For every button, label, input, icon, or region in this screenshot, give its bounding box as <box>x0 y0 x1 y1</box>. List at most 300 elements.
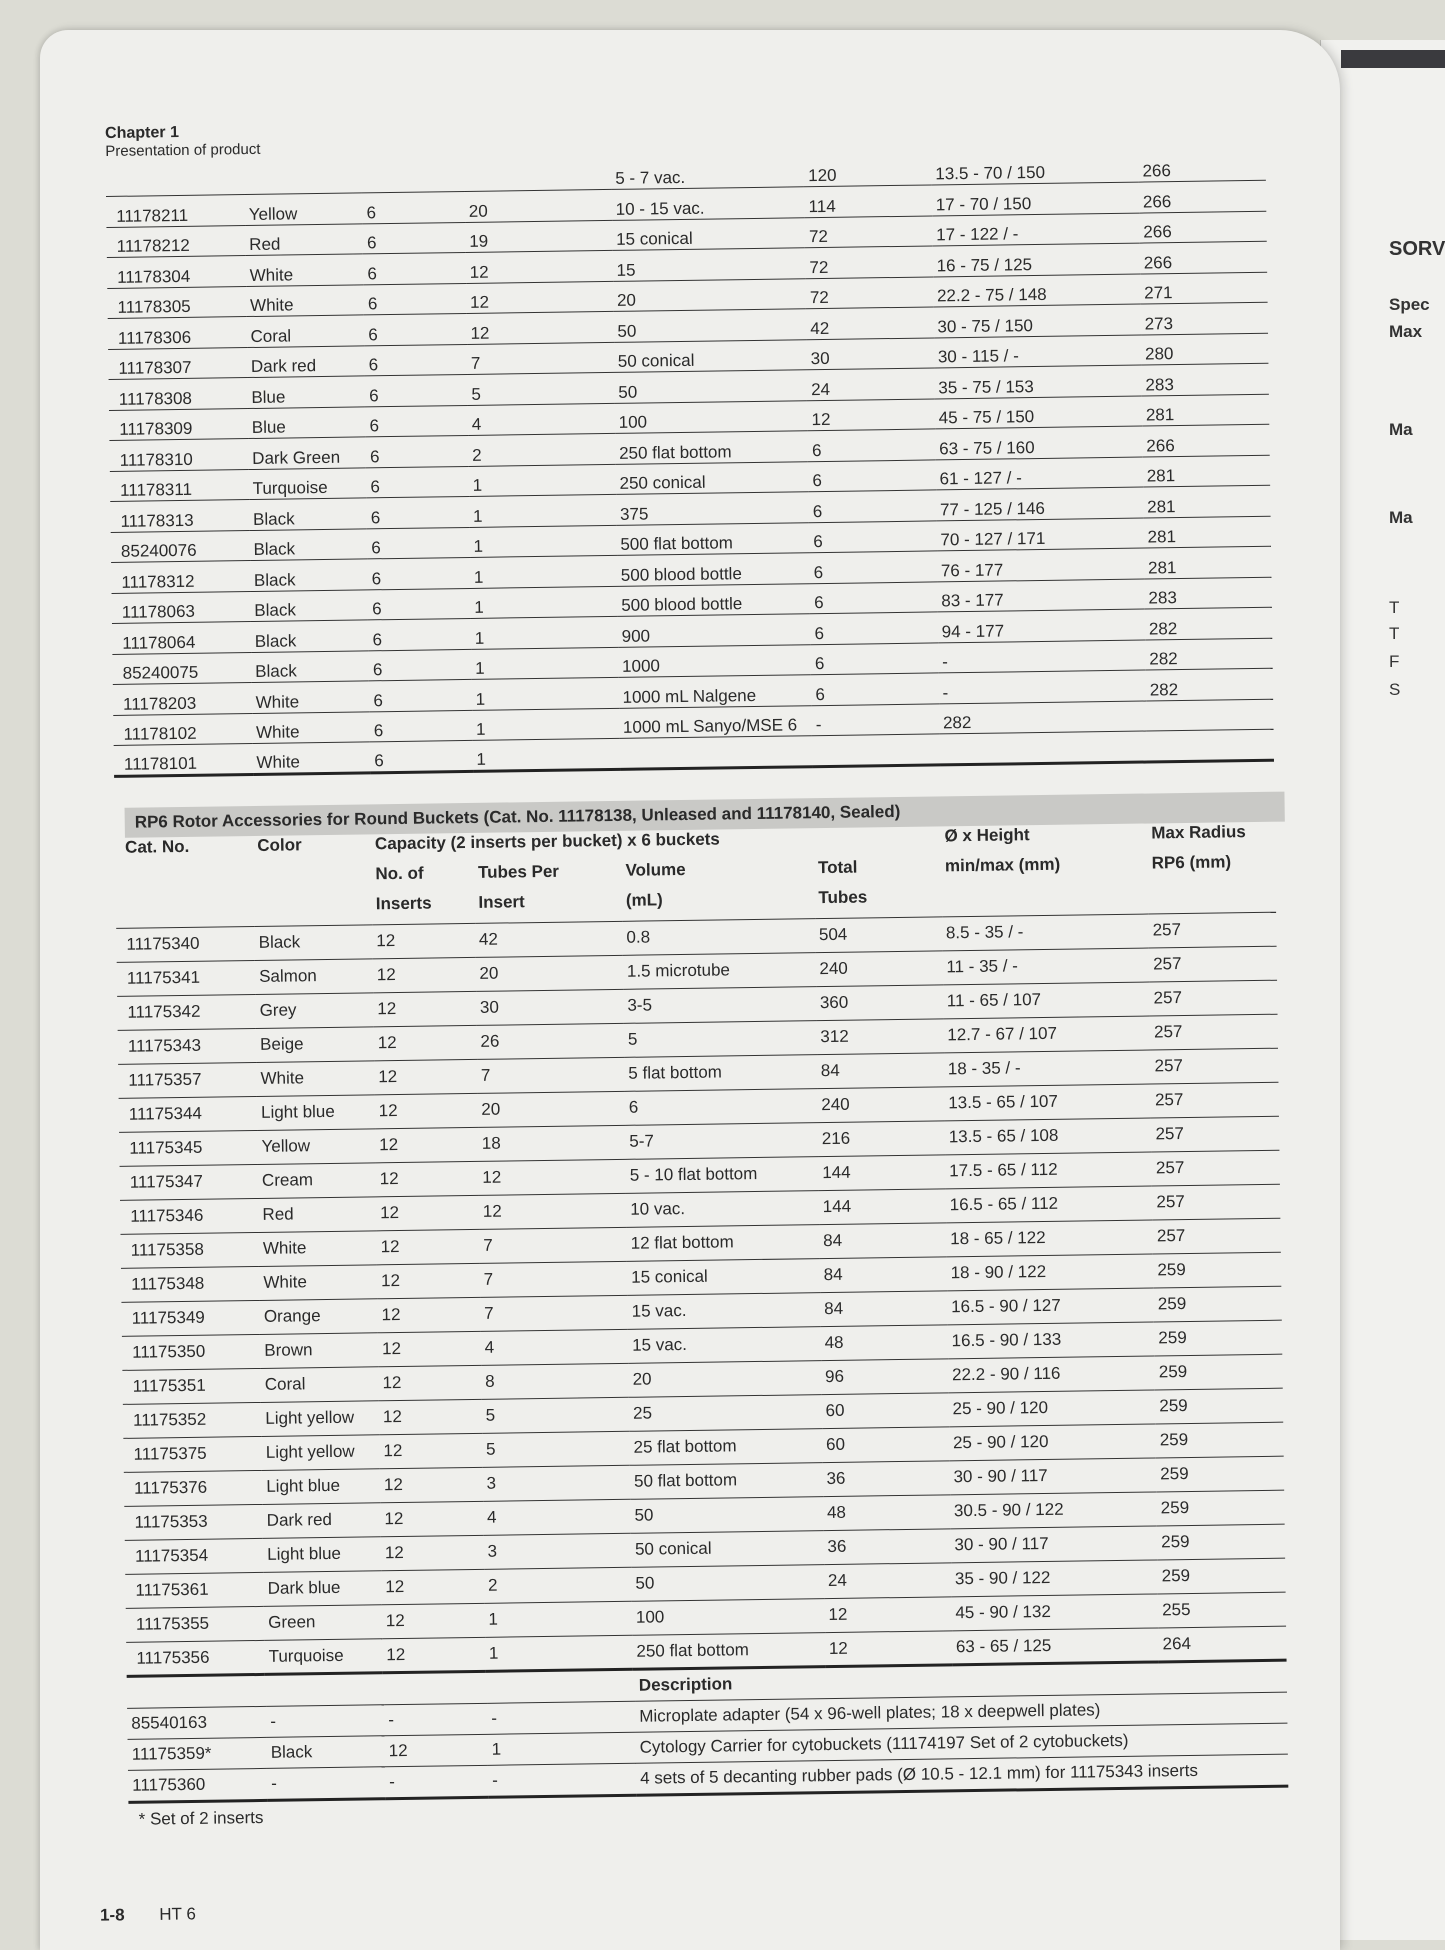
page-content <box>105 108 1349 1829</box>
cell-color: - <box>266 1704 384 1737</box>
header-height: Ø x Height <box>944 824 1030 845</box>
cell-total-tubes: 144 <box>819 1188 946 1224</box>
cell-inserts: 12 <box>382 1603 485 1638</box>
cell-cat-no: 11178101 <box>114 744 253 776</box>
cell-color: Light yellow <box>261 1400 379 1436</box>
cell-volume: 3-5 <box>623 986 816 1023</box>
cell-color: Dark red <box>263 1502 381 1538</box>
cell-inserts: 6 <box>363 222 466 254</box>
header-volume: Volume <box>625 859 686 880</box>
cell-inserts: 12 <box>379 1433 482 1468</box>
cell-cat-no: 11178313 <box>110 500 249 532</box>
cell-max-radius: 257 <box>1148 912 1276 948</box>
adjacent-fragment: SORV <box>1389 238 1445 260</box>
cell-max-radius: 282 <box>1145 607 1273 639</box>
cell-color: Turquoise <box>248 467 366 499</box>
cell-height: 16 - 75 / 125 <box>932 243 1140 276</box>
cell-volume: 100 <box>614 400 807 433</box>
cell-height: 13.5 - 65 / 107 <box>944 1083 1151 1120</box>
page-number: 1-8 <box>99 1905 125 1925</box>
cell-cat-no: 85540163 <box>127 1706 266 1739</box>
cell-inserts: 12 <box>375 1127 478 1162</box>
cell-volume: 50 <box>613 309 806 342</box>
cell-total-tubes: 6 <box>809 551 937 583</box>
cell-tubes-per-insert: 20 <box>477 1091 625 1127</box>
cell-inserts: 12 <box>377 1297 480 1332</box>
cell-total-tubes: 6 <box>808 459 936 491</box>
cell-total-tubes: 240 <box>817 1086 944 1122</box>
cell-cat-no: 11175353 <box>124 1504 263 1540</box>
cell-max-radius: 259 <box>1155 1388 1283 1424</box>
cell-height: 94 - 177 <box>937 609 1145 642</box>
cell-tubes-per-insert: 1 <box>468 464 615 497</box>
cell-volume: 375 <box>616 492 809 525</box>
cell-color: Red <box>258 1196 376 1232</box>
cell-color: White <box>245 254 363 286</box>
cell-color: Beige <box>256 1026 374 1062</box>
cell-max-radius: 257 <box>1150 1014 1278 1050</box>
cell-total-tubes: 24 <box>807 368 935 400</box>
cell-max-radius: 257 <box>1149 980 1277 1016</box>
cell-cat-no: 11175352 <box>123 1402 262 1438</box>
cell-volume: 250 flat bottom <box>632 1632 825 1669</box>
cell-max-radius: 282 <box>1145 668 1273 700</box>
cell-height: 63 - 65 / 125 <box>952 1627 1159 1664</box>
cell-volume: 900 <box>617 614 810 647</box>
cell-color: Dark blue <box>263 1570 381 1606</box>
cell-inserts: 6 <box>367 557 470 589</box>
cell-inserts: 6 <box>365 374 468 406</box>
cell-height: - <box>938 640 1146 673</box>
cell-height: 12.7 - 67 / 107 <box>943 1015 1150 1052</box>
cell-total-tubes: 84 <box>820 1290 947 1326</box>
cell-max-radius: 259 <box>1154 1320 1282 1356</box>
cell-inserts: - <box>385 1765 488 1798</box>
cell-total-tubes: 6 <box>811 642 939 674</box>
cell-inserts: 6 <box>366 435 469 467</box>
accessory-description-table <box>127 1661 1289 1803</box>
cell-max-radius: 281 <box>1142 455 1270 487</box>
cell-height: 16.5 - 65 / 112 <box>945 1185 1152 1222</box>
cell-max-radius: 264 <box>1158 1626 1286 1662</box>
header-tubes: Tubes <box>814 886 941 918</box>
cell-height: 25 - 90 / 120 <box>949 1423 1156 1460</box>
cell-tubes-per-insert: 7 <box>480 1295 628 1331</box>
cell-cat-no <box>106 164 245 196</box>
cell-tubes-per-insert: 1 <box>471 647 618 680</box>
chapter-subtitle: Presentation of product <box>105 140 261 160</box>
cell-height: 11 - 35 / - <box>942 948 1149 985</box>
cell-total-tubes: 84 <box>819 1222 946 1258</box>
header-cat-no: Cat. No. <box>124 836 190 857</box>
cell-cat-no: 11175342 <box>117 994 256 1030</box>
cell-total-tubes: 144 <box>818 1154 945 1190</box>
cell-cat-no: 11175355 <box>126 1606 265 1642</box>
cell-cat-no: 11178063 <box>112 591 251 623</box>
cell-max-radius: 283 <box>1141 363 1269 395</box>
cell-color: White <box>252 711 370 743</box>
cell-color: Yellow <box>257 1128 375 1164</box>
cell-tubes-per-insert: - <box>487 1701 635 1734</box>
cell-color: Black <box>250 620 368 652</box>
cell-total-tubes: 60 <box>821 1392 948 1428</box>
cell-total-tubes: 360 <box>816 984 943 1020</box>
cell-volume: 50 <box>630 1496 823 1533</box>
cell-tubes-per-insert: 12 <box>478 1159 626 1195</box>
cell-height: 45 - 90 / 132 <box>951 1593 1158 1630</box>
cell-inserts: 6 <box>368 618 471 650</box>
cell-max-radius: 281 <box>1143 516 1271 548</box>
cell-volume: 25 <box>629 1394 822 1431</box>
cell-volume: 1000 mL Sanyo/MSE 6 <box>619 705 812 738</box>
cell-height: 63 - 75 / 160 <box>935 426 1143 459</box>
cell-color: Light blue <box>262 1468 380 1504</box>
cell-total-tubes: 240 <box>815 950 942 986</box>
cell-volume: 15 conical <box>612 217 805 250</box>
chapter-label: Chapter 1 <box>105 123 180 142</box>
cell-inserts: 6 <box>369 649 472 681</box>
cell-color: White <box>246 284 364 316</box>
cell-cat-no: 11178308 <box>109 378 248 410</box>
cell-height: 17 - 70 / 150 <box>931 182 1139 215</box>
cell-cat-no: 11178312 <box>111 561 250 593</box>
cell-tubes-per-insert: 1 <box>487 1732 635 1765</box>
cell-height: 45 - 75 / 150 <box>934 396 1142 429</box>
cell-height: 18 - 35 / - <box>944 1049 1151 1086</box>
adjacent-fragment: Ma <box>1389 420 1413 439</box>
cell-tubes-per-insert: 5 <box>467 372 614 405</box>
cell-height: 30 - 75 / 150 <box>933 304 1141 337</box>
header-radius: Max Radius <box>1151 821 1246 842</box>
cell-tubes-per-insert: 1 <box>470 586 617 619</box>
cell-color: Salmon <box>255 958 373 994</box>
cell-inserts: 6 <box>368 588 471 620</box>
cell-tubes-per-insert: 30 <box>476 989 624 1025</box>
cell-inserts: 12 <box>374 1025 477 1060</box>
cell-cat-no: 11175345 <box>119 1130 258 1166</box>
cell-volume: 500 blood bottle <box>617 583 810 616</box>
cell-tubes-per-insert: 4 <box>480 1329 628 1365</box>
tube-adapter-table <box>106 150 1274 778</box>
cell-tubes-per-insert: 4 <box>468 403 615 436</box>
cell-tubes-per-insert: 7 <box>467 342 614 375</box>
cell-cat-no: 11178102 <box>113 713 252 745</box>
cell-inserts: 12 <box>374 1093 477 1128</box>
cell-volume: 5 flat bottom <box>624 1054 817 1091</box>
cell-volume: 250 conical <box>615 461 808 494</box>
adjacent-fragment: Max <box>1389 322 1423 341</box>
cell-cat-no: 11178064 <box>112 622 251 654</box>
cell-height: 76 - 177 <box>937 548 1145 581</box>
page-footer <box>100 1904 196 1925</box>
cell-tubes-per-insert: 12 <box>466 281 613 314</box>
cell-volume: 100 <box>632 1598 825 1635</box>
cell-tubes-per-insert: 42 <box>475 921 623 957</box>
cell-color: Coral <box>246 315 364 347</box>
cell-tubes-per-insert: 20 <box>475 955 623 991</box>
cell-color: Light blue <box>257 1094 375 1130</box>
cell-color: White <box>259 1264 377 1300</box>
cell-volume: 500 blood bottle <box>617 553 810 586</box>
cell-total-tubes: 504 <box>815 916 942 952</box>
cell-max-radius: 281 <box>1142 394 1270 426</box>
cell-max-radius: 259 <box>1157 1558 1285 1594</box>
cell-description: Cytology Carrier for cytobuckets (11174197 Set of 2 cytobuckets) <box>635 1723 1287 1763</box>
cell-cat-no: 11178311 <box>110 469 249 501</box>
cell-cat-no: 11178310 <box>109 439 248 471</box>
cell-height: 35 - 75 / 153 <box>934 365 1142 398</box>
cell-height: 70 - 127 / 171 <box>936 518 1144 551</box>
rp6-accessories-table <box>115 821 1287 1677</box>
cell-inserts: 12 <box>381 1535 484 1570</box>
cell-total-tubes: 12 <box>824 1596 951 1632</box>
cell-tubes-per-insert: 1 <box>471 677 618 710</box>
header-color: Color <box>257 834 302 855</box>
cell-max-radius: 259 <box>1156 1456 1284 1492</box>
cell-height: 35 - 90 / 122 <box>951 1559 1158 1596</box>
cell-height: 17.5 - 65 / 112 <box>945 1151 1152 1188</box>
cell-color: Coral <box>261 1366 379 1402</box>
cell-tubes-per-insert: 12 <box>465 250 612 283</box>
cell-tubes-per-insert: 8 <box>481 1363 629 1399</box>
cell-cat-no: 11175347 <box>120 1164 259 1200</box>
cell-total-tubes: 48 <box>823 1494 950 1530</box>
cell-tubes-per-insert: 1 <box>472 738 619 771</box>
cell-height: 30 - 115 / - <box>934 335 1142 368</box>
cell-cat-no: 11175359* <box>128 1737 267 1770</box>
cell-max-radius: 257 <box>1152 1150 1280 1186</box>
cell-color: Black <box>250 589 368 621</box>
cell-inserts: 12 <box>374 1059 477 1094</box>
cell-inserts: 12 <box>379 1399 482 1434</box>
cell-cat-no: 11175375 <box>123 1436 262 1472</box>
cell-cat-no: 11175348 <box>121 1266 260 1302</box>
adjacent-fragment: S <box>1389 680 1401 699</box>
cell-color: Black <box>249 498 367 530</box>
cell-color: Dark red <box>247 345 365 377</box>
cell-inserts: 12 <box>380 1501 483 1536</box>
cell-color: Black <box>254 924 372 960</box>
cell-tubes-per-insert: 1 <box>469 494 616 527</box>
cell-color: Black <box>251 650 369 682</box>
cell-total-tubes: 6 <box>810 581 938 613</box>
cell-cat-no: 11175343 <box>118 1028 257 1064</box>
cell-color: Light blue <box>263 1536 381 1572</box>
cell-height: 18 - 90 / 122 <box>946 1253 1153 1290</box>
cell-max-radius: 259 <box>1156 1490 1284 1526</box>
cell-cat-no: 11178203 <box>113 683 252 715</box>
cell-inserts: 12 <box>378 1365 481 1400</box>
cell-tubes-per-insert: 19 <box>465 220 612 253</box>
cell-height: 30.5 - 90 / 122 <box>950 1491 1157 1528</box>
cell-inserts: 12 <box>373 957 476 992</box>
cell-cat-no: 11175341 <box>117 960 256 996</box>
cell-cat-no: 11175376 <box>124 1470 263 1506</box>
cell-max-radius: 259 <box>1153 1252 1281 1288</box>
cell-height: 22.2 - 75 / 148 <box>933 274 1141 307</box>
cell-color: Black <box>249 528 367 560</box>
cell-max-radius: 257 <box>1150 1048 1278 1084</box>
cell-volume: 15 vac. <box>627 1292 820 1329</box>
header-insert: Insert <box>474 890 622 923</box>
cell-inserts: 6 <box>365 405 468 437</box>
cell-inserts: 12 <box>376 1195 479 1230</box>
cell-color: Brown <box>260 1332 378 1368</box>
cell-color: Blue <box>247 376 365 408</box>
cell-tubes-per-insert: 1 <box>469 525 616 558</box>
cell-cat-no: 11178211 <box>106 195 245 227</box>
cell-height: 13.5 - 70 / 150 <box>931 152 1139 185</box>
cell-max-radius: 266 <box>1142 424 1270 456</box>
header-inserts: Inserts <box>372 892 475 924</box>
cell-total-tubes <box>812 734 940 766</box>
cell-cat-no: 11175349 <box>121 1300 260 1336</box>
cell-volume: 50 <box>631 1564 824 1601</box>
cell-max-radius <box>1146 729 1274 761</box>
cell-cat-no: 11175340 <box>116 926 255 962</box>
cell-max-radius: 257 <box>1152 1184 1280 1220</box>
cell-max-radius: 259 <box>1157 1524 1285 1560</box>
cell-total-tubes: 6 <box>809 520 937 552</box>
cell-cat-no: 11175357 <box>118 1062 257 1098</box>
cell-inserts: 12 <box>376 1229 479 1264</box>
header-minmax: min/max (mm) <box>944 854 1061 875</box>
cell-total-tubes: 72 <box>805 246 933 278</box>
cell-cat-no: 11175351 <box>122 1368 261 1404</box>
cell-inserts: 6 <box>370 740 473 772</box>
cell-height: 17 - 122 / - <box>932 213 1140 246</box>
cell-max-radius: 281 <box>1144 546 1272 578</box>
cell-tubes-per-insert: 7 <box>477 1057 625 1093</box>
cell-tubes-per-insert: 2 <box>468 433 615 466</box>
cell-color: Yellow <box>245 193 363 225</box>
cell-color: Cream <box>258 1162 376 1198</box>
adjacent-fragment: F <box>1389 652 1400 671</box>
cell-color: Grey <box>255 992 373 1028</box>
cell-total-tubes: 6 <box>810 612 938 644</box>
cell-cat-no: 11175354 <box>125 1538 264 1574</box>
cell-height: 13.5 - 65 / 108 <box>945 1117 1152 1154</box>
cell-volume: 20 <box>613 278 806 311</box>
cell-max-radius: 280 <box>1141 333 1269 365</box>
cell-cat-no: 11178212 <box>106 225 245 257</box>
cell-max-radius: 282 <box>1145 638 1273 670</box>
cell-description: 4 sets of 5 decanting rubber pads (Ø 10.5 - 12.1 mm) for 11175343 inserts <box>636 1754 1288 1795</box>
cell-max-radius: 266 <box>1139 180 1267 212</box>
cell-inserts: 12 <box>372 923 475 958</box>
cell-inserts: 6 <box>367 496 470 528</box>
cell-tubes-per-insert: 26 <box>476 1023 624 1059</box>
cell-max-radius: 273 <box>1140 302 1268 334</box>
cell-color: Turquoise <box>264 1638 382 1674</box>
cell-color: Orange <box>260 1298 378 1334</box>
cell-inserts: 6 <box>364 344 467 376</box>
cell-cat-no: 11175346 <box>120 1198 259 1234</box>
cell-max-radius: 281 <box>1143 485 1271 517</box>
cell-height: 16.5 - 90 / 127 <box>947 1287 1154 1324</box>
cell-tubes-per-insert: 1 <box>471 616 618 649</box>
cell-total-tubes: 72 <box>805 215 933 247</box>
cell-inserts: 12 <box>382 1637 485 1672</box>
cell-volume: 12 flat bottom <box>626 1224 819 1261</box>
cell-color <box>244 162 362 194</box>
cell-height: 8.5 - 35 / - <box>942 914 1149 951</box>
cell-volume: 15 <box>612 248 805 281</box>
cell-max-radius: 259 <box>1156 1422 1284 1458</box>
cell-volume <box>619 736 812 769</box>
cell-volume: 5 - 10 flat bottom <box>626 1156 819 1193</box>
cell-total-tubes: 96 <box>821 1358 948 1394</box>
cell-max-radius: 257 <box>1151 1116 1279 1152</box>
cell-color: White <box>252 742 370 774</box>
cell-max-radius: 266 <box>1139 241 1267 273</box>
cell-cat-no: 85240075 <box>112 652 251 684</box>
cell-total-tubes: 30 <box>806 337 934 369</box>
cell-total-tubes: - <box>812 703 940 735</box>
cell-tubes-per-insert: 4 <box>483 1499 631 1535</box>
cell-color: Red <box>245 223 363 255</box>
cell-height: 25 - 90 / 120 <box>948 1389 1155 1426</box>
cell-cat-no: 11175358 <box>120 1232 259 1268</box>
cell-volume: 50 conical <box>614 339 807 372</box>
cell-tubes-per-insert: 2 <box>484 1567 632 1603</box>
cell-inserts: 12 <box>381 1569 484 1604</box>
cell-total-tubes: 84 <box>819 1256 946 1292</box>
cell-volume: 50 <box>614 370 807 403</box>
cell-inserts: 6 <box>366 466 469 498</box>
adjacent-fragment: Spec <box>1389 295 1430 314</box>
cell-max-radius: 283 <box>1144 577 1272 609</box>
header-total: Total <box>817 857 858 877</box>
cell-inserts: 12 <box>378 1331 481 1366</box>
cell-tubes-per-insert: 7 <box>479 1227 627 1263</box>
cell-height <box>939 731 1147 764</box>
cell-inserts: - <box>384 1703 487 1735</box>
cell-max-radius: 266 <box>1138 150 1266 182</box>
cell-tubes-per-insert: 3 <box>483 1533 631 1569</box>
cell-color: Black <box>250 559 368 591</box>
cell-total-tubes: 36 <box>822 1460 949 1496</box>
cell-tubes-per-insert: 5 <box>482 1431 630 1467</box>
cell-color: - <box>267 1766 385 1800</box>
cell-height: 77 - 125 / 146 <box>936 487 1144 520</box>
section-title: RP6 Rotor Accessories for Round Buckets (Cat. No. 11178138, Unleased and 11178140, Sealed) <box>125 791 1285 837</box>
cell-volume: 500 flat bottom <box>616 522 809 555</box>
cell-height: 11 - 65 / 107 <box>943 982 1150 1019</box>
cell-volume: 10 vac. <box>626 1190 819 1227</box>
cell-tubes-per-insert: 1 <box>485 1635 633 1671</box>
cell-max-radius: 266 <box>1139 211 1267 243</box>
cell-height: 61 - 127 / - <box>935 457 1143 490</box>
cell-total-tubes: 36 <box>823 1528 950 1564</box>
cell-total-tubes: 12 <box>825 1630 952 1666</box>
cell-color: White <box>251 681 369 713</box>
cell-cat-no: 11178304 <box>107 256 246 288</box>
cell-inserts: 6 <box>369 679 472 711</box>
cell-color: Light yellow <box>262 1434 380 1470</box>
cell-volume: 20 <box>628 1360 821 1397</box>
cell-tubes-per-insert: 7 <box>480 1261 628 1297</box>
header-capacity: Capacity (2 inserts per bucket) x 6 buckets <box>374 828 720 853</box>
cell-height: 16.5 - 90 / 133 <box>947 1321 1154 1358</box>
cell-cat-no: 11175360 <box>128 1768 267 1802</box>
cell-tubes-per-insert: 3 <box>482 1465 630 1501</box>
adjacent-fragment: T <box>1389 624 1400 643</box>
cell-total-tubes: 6 <box>811 673 939 705</box>
cell-cat-no: 11178306 <box>108 317 247 349</box>
cell-total-tubes: 6 <box>809 490 937 522</box>
cell-inserts: 6 <box>362 191 465 223</box>
